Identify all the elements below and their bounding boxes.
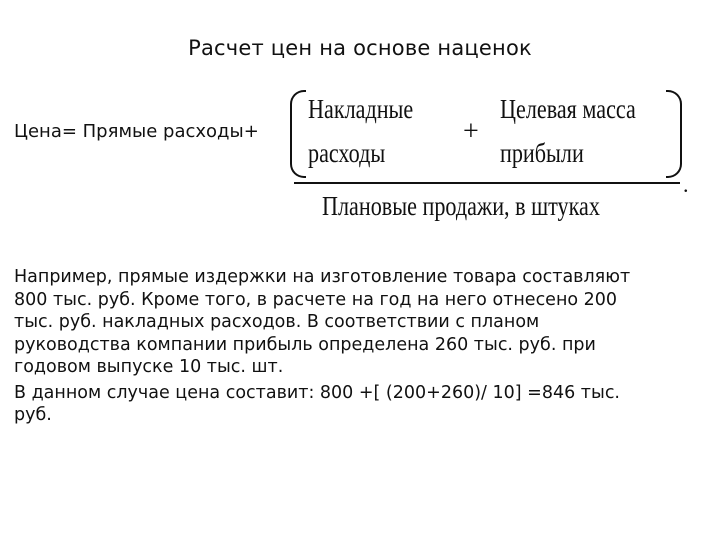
example-text [14,266,704,430]
text-line: руководства компании прибыль определена 260 тыс. руб. при [14,334,596,355]
slide-title: Расчет цен на основе наценок [188,36,532,60]
example-paragraph [14,266,704,379]
text-line: Например, прямые издержки на изготовление товара составляют [14,267,631,287]
right-parenthesis [666,90,682,178]
target-profit-term-line2: прибыли [500,138,584,168]
overhead-term-line1: Накладные [308,94,414,124]
text-line: В данном случае цена составит: 800 +[ (200+260)/ 10] =846 тыс. [14,382,620,403]
calculation-paragraph [14,382,704,427]
plus-operator: + [463,116,479,147]
markup-formula [290,84,700,234]
overhead-term-line2: расходы [308,138,386,168]
text-line: тыс. руб. накладных расходов. В соответствии с планом [14,312,540,332]
target-profit-term-line1: Целевая масса [500,94,636,124]
left-parenthesis [290,90,306,178]
formula-lhs: Цена= Прямые расходы+ [14,121,259,142]
trailing-dot: . [683,172,689,197]
text-line: руб. [14,405,52,425]
text-line: годовом выпуске 10 тыс. шт. [14,357,284,377]
text-line: 800 тыс. руб. Кроме того, в расчете на год на него отнесено 200 [14,289,618,310]
planned-sales-denominator: Плановые продажи, в штуках [322,191,600,221]
fraction-bar [294,182,680,184]
